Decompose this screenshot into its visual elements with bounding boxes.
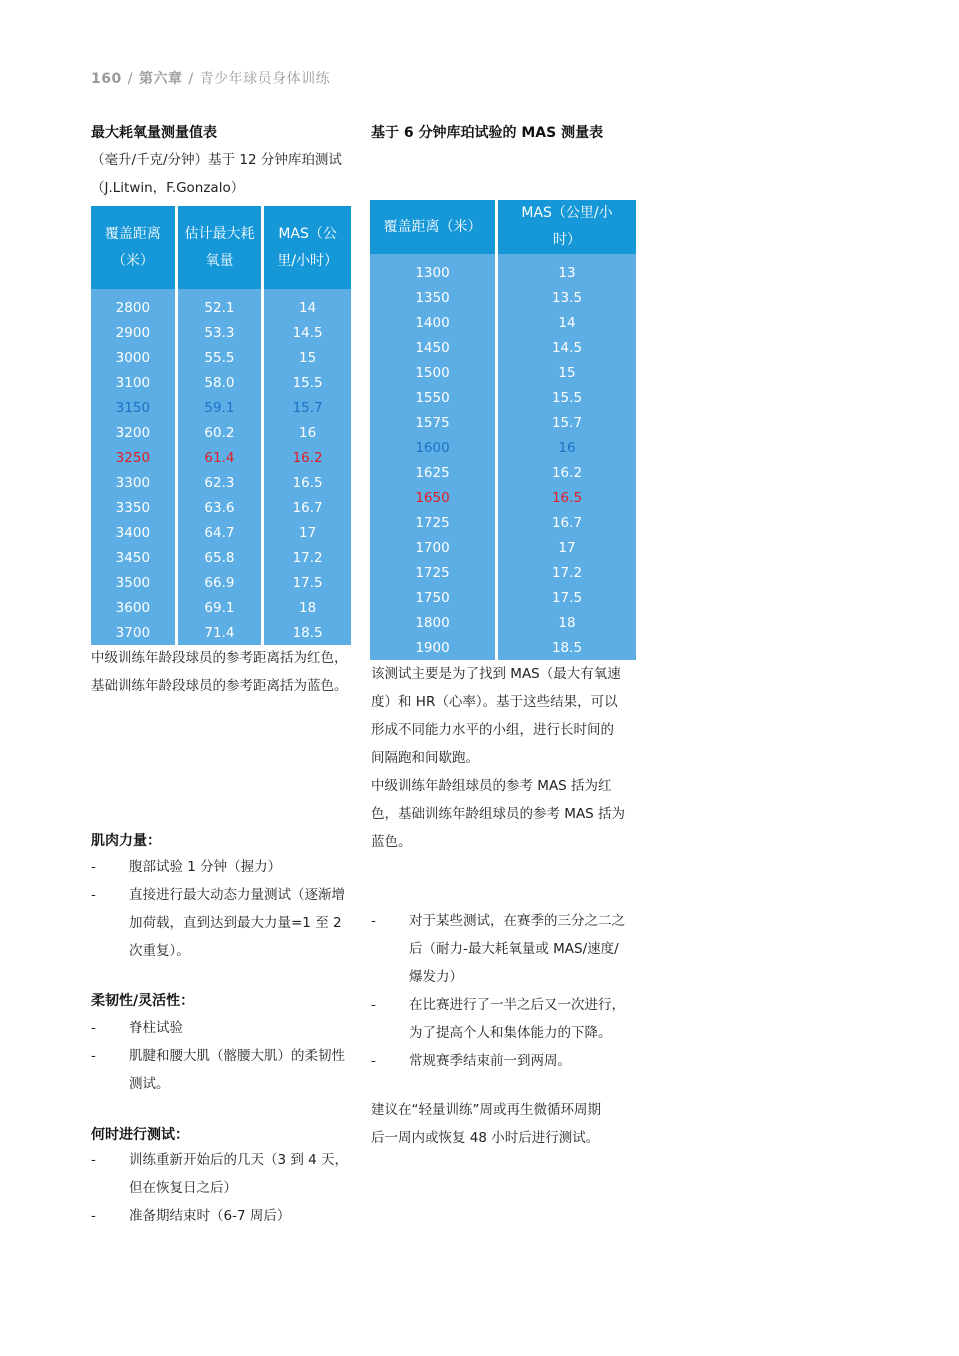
list-item	[371, 991, 637, 1047]
table-cell: 16.5	[263, 470, 351, 495]
table-row	[91, 545, 351, 570]
list-item-line: - 训练重新开始后的几天（3 到 4 天，	[129, 1152, 349, 1168]
right-paragraph-1	[371, 660, 637, 772]
table-row	[370, 510, 636, 535]
table-row	[91, 520, 351, 545]
table-cell: 65.8	[176, 545, 263, 570]
table-cell: 1900	[370, 635, 497, 660]
col-header-distance: 覆盖距离（米）	[370, 200, 497, 254]
table-row	[91, 345, 351, 370]
table-cell: 16.5	[497, 485, 637, 510]
table-cell: 2800	[91, 289, 176, 320]
table-cell: 18.5	[497, 635, 637, 660]
table-cell: 1625	[370, 460, 497, 485]
paragraph-line: 形成不同能力水平的小组，进行长时间的	[371, 722, 614, 738]
table-row	[370, 585, 636, 610]
table-cell: 69.1	[176, 595, 263, 620]
when-to-test-list	[91, 1146, 363, 1230]
table-cell: 16.2	[263, 445, 351, 470]
table-cell: 1700	[370, 535, 497, 560]
list-item-line: - 肌腱和腰大肌（髂腰大肌）的柔韧性	[129, 1048, 345, 1064]
paragraph-line: 间隔跑和间歇跑。	[371, 750, 479, 766]
table-cell: 3700	[91, 620, 176, 645]
running-header: 160 / 第六章 / 青少年球员身体训练	[91, 71, 331, 87]
table-cell: 52.1	[176, 289, 263, 320]
mas-table	[370, 200, 636, 660]
table-cell: 13	[497, 254, 637, 285]
table-cell: 17	[497, 535, 637, 560]
table-cell: 14.5	[497, 335, 637, 360]
table-cell: 1725	[370, 560, 497, 585]
right-table-title: 基于 6 分钟库珀试验的 MAS 测量表	[371, 125, 604, 141]
list-item-line: - 准备期结束时（6-7 周后）	[129, 1208, 291, 1224]
table-row	[370, 285, 636, 310]
table-cell: 1350	[370, 285, 497, 310]
list-item	[91, 881, 363, 965]
table-row	[370, 385, 636, 410]
table-cell: 17.2	[497, 560, 637, 585]
table-cell: 3250	[91, 445, 176, 470]
list-item-line: 测试。	[129, 1076, 170, 1092]
table-cell: 17	[263, 520, 351, 545]
table-cell: 1600	[370, 435, 497, 460]
table-cell: 15	[263, 345, 351, 370]
table-row	[91, 495, 351, 520]
table-row	[91, 289, 351, 320]
table-cell: 60.2	[176, 420, 263, 445]
table-row	[370, 310, 636, 335]
table-cell: 62.3	[176, 470, 263, 495]
table-cell: 13.5	[497, 285, 637, 310]
table-cell: 17.5	[263, 570, 351, 595]
table-cell: 3600	[91, 595, 176, 620]
list-item-line: - 直接进行最大动态力量测试（逐渐增	[129, 887, 345, 903]
table-cell: 3000	[91, 345, 176, 370]
table-row	[91, 395, 351, 420]
table-row	[91, 470, 351, 495]
left-note-line-1: 中级训练年龄段球员的参考距离括为红色，	[91, 650, 348, 666]
table-cell: 3200	[91, 420, 176, 445]
table-cell: 1500	[370, 360, 497, 385]
muscle-strength-list	[91, 853, 363, 965]
table-row	[91, 320, 351, 345]
table-cell: 16	[497, 435, 637, 460]
table-cell: 18.5	[263, 620, 351, 645]
section-label: 青少年球员身体训练	[199, 71, 331, 87]
list-item-line: - 对于某些测试，在赛季的三分之二之	[409, 913, 625, 929]
table-row	[370, 410, 636, 435]
table-row	[370, 335, 636, 360]
page-number: 160	[91, 71, 122, 87]
list-item	[91, 1146, 363, 1202]
table-cell: 1725	[370, 510, 497, 535]
paragraph-line: 蓝色。	[371, 834, 412, 850]
table-cell: 14.5	[263, 320, 351, 345]
left-table-subtitle-2: （J.Litwin，F.Gonzalo）	[91, 180, 245, 196]
table-cell: 1550	[370, 385, 497, 410]
list-item-line: - 腹部试验 1 分钟（握力）	[129, 859, 282, 875]
table-cell: 3500	[91, 570, 176, 595]
table-row	[370, 254, 636, 285]
table-cell: 3300	[91, 470, 176, 495]
paragraph-line: 色，基础训练年龄组球员的参考 MAS 括为	[371, 806, 626, 822]
vo2max-table	[91, 206, 351, 645]
table-cell: 16.7	[263, 495, 351, 520]
muscle-strength-heading: 肌肉力量：	[91, 833, 161, 849]
list-item-line: 次重复）。	[129, 943, 190, 959]
list-item-line: 加荷载，直到达到最大力量=1 至 2	[129, 915, 342, 931]
table-cell: 15.5	[263, 370, 351, 395]
paragraph-line: 度）和 HR（心率）。基于这些结果，可以	[371, 694, 618, 710]
table-cell: 18	[263, 595, 351, 620]
table-cell: 2900	[91, 320, 176, 345]
table-cell: 3350	[91, 495, 176, 520]
table-row	[91, 595, 351, 620]
table-row	[370, 610, 636, 635]
paragraph-line: 中级训练年龄组球员的参考 MAS 括为红	[371, 778, 612, 794]
table-cell: 1800	[370, 610, 497, 635]
table-cell: 17.2	[263, 545, 351, 570]
list-item-line: - 常规赛季结束前一到两周。	[409, 1053, 571, 1069]
table-row	[91, 420, 351, 445]
table-cell: 15.5	[497, 385, 637, 410]
table-row	[370, 485, 636, 510]
table-cell: 17.5	[497, 585, 637, 610]
list-item	[91, 1202, 363, 1230]
table-cell: 59.1	[176, 395, 263, 420]
right-paragraph-2	[371, 772, 637, 856]
table-cell: 3150	[91, 395, 176, 420]
list-item-line: - 脊柱试验	[129, 1020, 183, 1036]
table-row	[370, 435, 636, 460]
table-cell: 16	[263, 420, 351, 445]
paragraph-line: 后一周内或恢复 48 小时后进行测试。	[371, 1130, 600, 1146]
table-row	[91, 370, 351, 395]
table-cell: 15.7	[497, 410, 637, 435]
table-row	[91, 445, 351, 470]
flexibility-list	[91, 1014, 363, 1098]
list-item-line: 为了提高个人和集体能力的下降。	[409, 1025, 612, 1041]
table-row	[370, 535, 636, 560]
table-cell: 63.6	[176, 495, 263, 520]
table-cell: 53.3	[176, 320, 263, 345]
table-cell: 66.9	[176, 570, 263, 595]
table-cell: 61.4	[176, 445, 263, 470]
list-item	[91, 1014, 363, 1042]
col-header-mas: MAS（公里/小时）	[497, 200, 637, 254]
table-row	[370, 360, 636, 385]
table-cell: 14	[497, 310, 637, 335]
table-row	[91, 570, 351, 595]
table-row	[370, 560, 636, 585]
table-cell: 3100	[91, 370, 176, 395]
list-item	[371, 1047, 637, 1075]
vo2max-table-body	[91, 289, 351, 645]
table-cell: 14	[263, 289, 351, 320]
table-cell: 16.7	[497, 510, 637, 535]
table-cell: 55.5	[176, 345, 263, 370]
table-cell: 1400	[370, 310, 497, 335]
when-to-test-heading: 何时进行测试：	[91, 1127, 189, 1143]
list-item	[91, 1042, 363, 1098]
table-cell: 15	[497, 360, 637, 385]
left-table-title: 最大耗氧量测量值表	[91, 125, 217, 141]
table-row	[370, 460, 636, 485]
list-item	[91, 853, 363, 881]
table-row	[370, 635, 636, 660]
table-cell: 15.7	[263, 395, 351, 420]
table-cell: 71.4	[176, 620, 263, 645]
right-paragraph-3	[371, 1096, 637, 1152]
left-table-subtitle-1: （毫升/千克/分钟）基于 12 分钟库珀测试	[91, 152, 342, 168]
list-item	[371, 907, 637, 991]
table-cell: 3400	[91, 520, 176, 545]
table-cell: 1450	[370, 335, 497, 360]
mas-table-body	[370, 254, 636, 660]
flexibility-heading: 柔韧性/灵活性：	[91, 993, 195, 1009]
paragraph-line: 该测试主要是为了找到 MAS（最大有氧速	[371, 666, 621, 682]
chapter-label: 第六章	[138, 71, 183, 87]
table-cell: 1300	[370, 254, 497, 285]
table-cell: 64.7	[176, 520, 263, 545]
left-note-line-2: 基础训练年龄段球员的参考距离括为蓝色。	[91, 678, 348, 694]
col-header-mas: MAS（公里/小时）	[263, 206, 351, 289]
list-item-line: - 在比赛进行了一半之后又一次进行，	[409, 997, 625, 1013]
table-cell: 1750	[370, 585, 497, 610]
col-header-distance: 覆盖距离（米）	[91, 206, 176, 289]
table-cell: 16.2	[497, 460, 637, 485]
paragraph-line: 建议在“轻量训练”周或再生微循环周期	[371, 1102, 601, 1118]
table-cell: 1650	[370, 485, 497, 510]
table-cell: 1575	[370, 410, 497, 435]
table-cell: 3450	[91, 545, 176, 570]
list-item-line: 爆发力）	[409, 969, 463, 985]
table-cell: 58.0	[176, 370, 263, 395]
list-item-line: 后（耐力-最大耗氧量或 MAS/速度/	[409, 941, 619, 957]
right-bullet-list	[371, 907, 637, 1075]
table-row	[91, 620, 351, 645]
list-item-line: 但在恢复日之后）	[129, 1180, 237, 1196]
table-cell: 18	[497, 610, 637, 635]
col-header-vo2: 估计最大耗氧量	[176, 206, 263, 289]
